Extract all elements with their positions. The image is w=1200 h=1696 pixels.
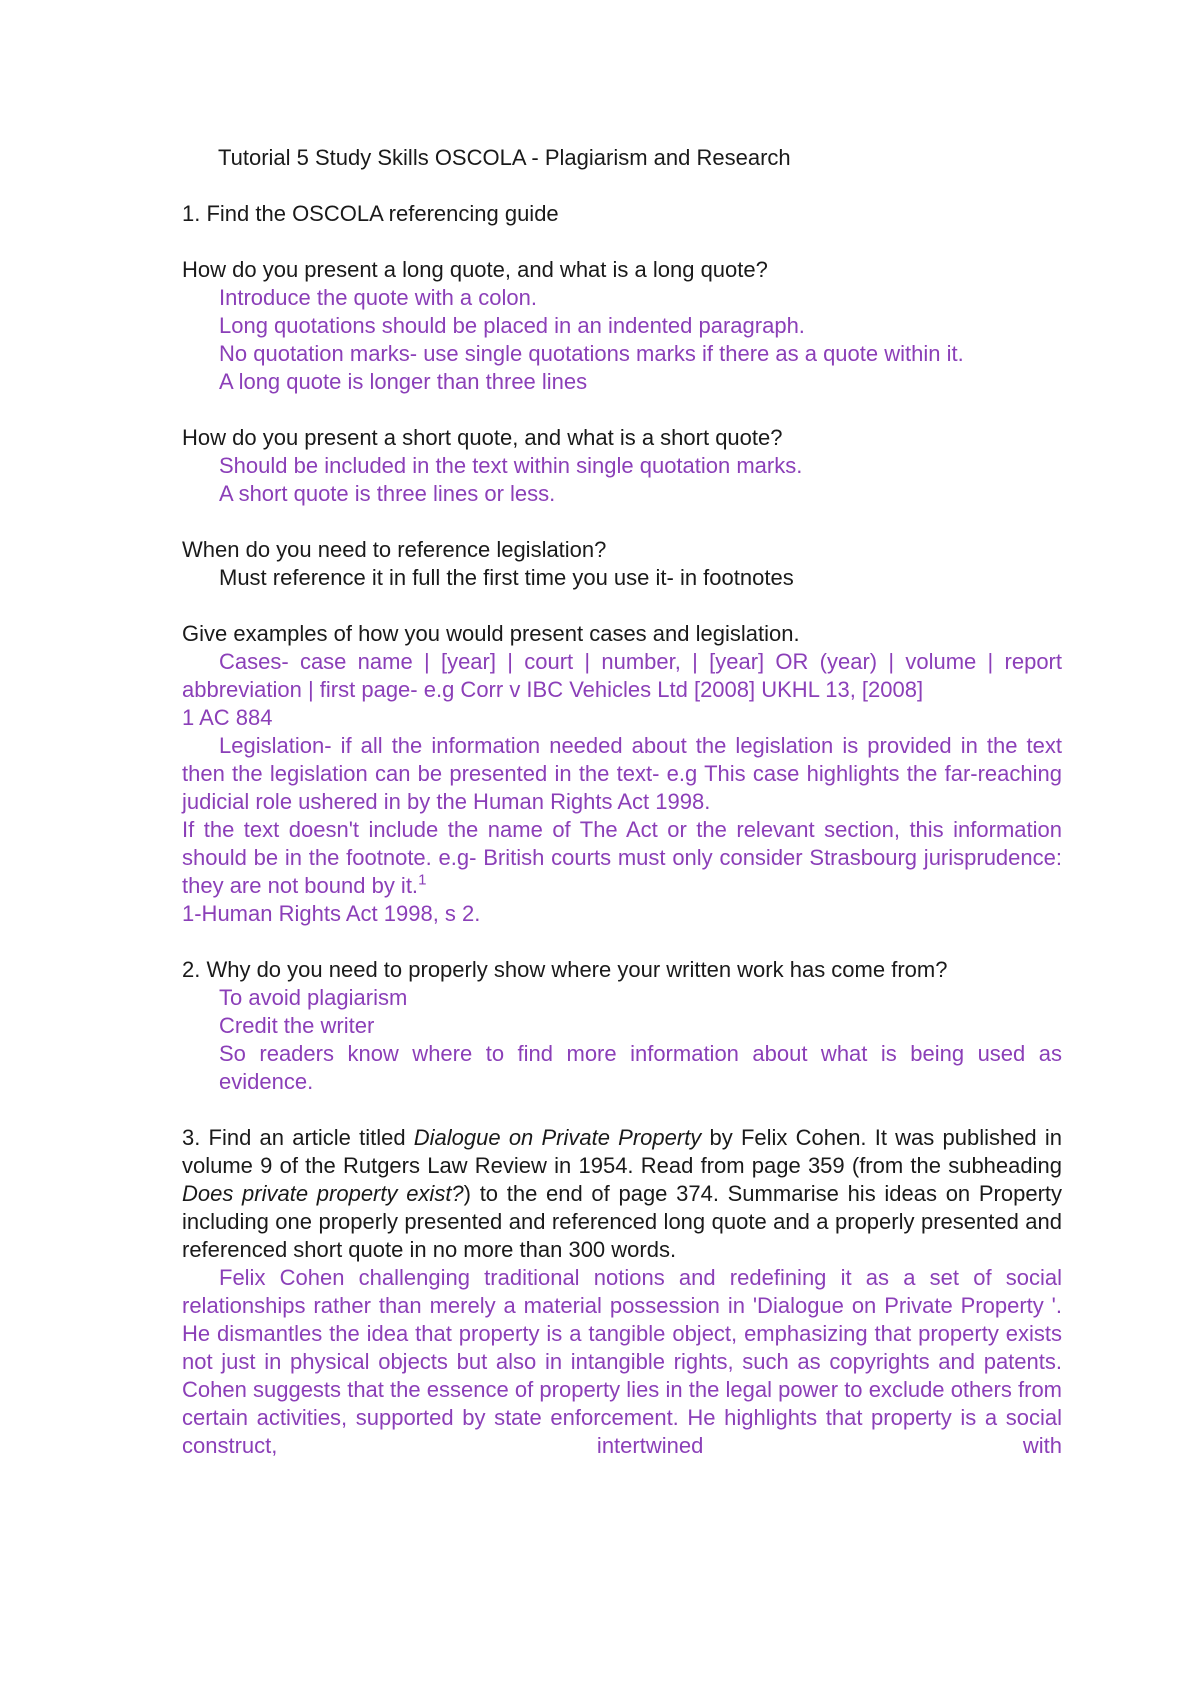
question-1: 1. Find the OSCOLA referencing guide [182,201,559,226]
question-2-answer: So readers know where to find more information about what is being used as evidence. [219,1041,1062,1094]
cases-example-continued: 1 AC 884 [182,705,273,730]
short-quote-question: How do you present a short quote, and what is a short quote? [182,425,783,450]
long-quote-answer: A long quote is longer than three lines [219,369,588,394]
question-3-text: 3. Find an article titled [182,1125,414,1150]
question-3-answer: Felix Cohen challenging traditional notions and redefining it as a set of social relationships rather than merely a material possession in 'Dialogue on Private Property '. He dismantles the idea that property is a tangible object, emphasizing that property exists not just in physical objects but also in intangible rights, such as copyrights and patents. Cohen suggests that the essence of property lies in the legal power to exclude others from certain activities, supported by state enforcement. He highlights that property is a social construct, intertwined with [182,1265,1062,1458]
article-subheading: Does private property exist? [182,1181,464,1206]
document-title: Tutorial 5 Study Skills OSCOLA - Plagiarism and Research [218,145,791,170]
question-2-answer: To avoid plagiarism [219,985,408,1010]
question-2: 2. Why do you need to properly show where your written work has come from? [182,957,948,982]
question-3-text: ) to the end of page 374. Summarise his ideas on Property including one properly presented and referenced long quote and a properly presented and referenced short quote in no more than 300 words. [182,1181,1063,1262]
long-quote-answer: Introduce the quote with a colon. [219,285,537,310]
legislation-reference-question: When do you need to reference legislation? [182,537,607,562]
legislation-reference-answer: Must reference it in full the first time you use it- in footnotes [219,565,794,590]
article-title: Dialogue on Private Property [413,1125,702,1150]
document-page [182,144,1062,1460]
footnote: 1-Human Rights Act 1998, s 2. [182,901,481,926]
footnote-example [182,816,1062,900]
long-quote-answer: Long quotations should be placed in an indented paragraph. [219,313,805,338]
short-quote-answer: Should be included in the text within single quotation marks. [219,453,803,478]
footnote-example-text: If the text doesn't include the name of The Act or the relevant section, this information should be in the footnote. e.g- British courts must only consider Strasbourg jurisprudence: they are not bound by it. [182,817,1062,898]
long-quote-question: How do you present a long quote, and what is a long quote? [182,257,768,282]
question-3 [182,1124,1062,1264]
long-quote-answer: No quotation marks- use single quotations marks if there as a quote within it. [219,341,964,366]
cases-example: Cases- case name | [year] | court | number, | [year] OR (year) | volume | report abbreviation | first page- e.g Corr v IBC Vehicles Ltd [2008] UKHL 13, [2008] [182,649,1062,702]
legislation-example: Legislation- if all the information needed about the legislation is provided in the text then the legislation can be presented in the text- e.g This case highlights the far-reaching judicial role ushered in by the Human Rights Act 1998. [182,733,1062,814]
short-quote-answer: A short quote is three lines or less. [219,481,556,506]
examples-question: Give examples of how you would present cases and legislation. [182,621,800,646]
question-2-answer: Credit the writer [219,1013,375,1038]
footnote-marker: 1 [418,871,427,889]
question-3-text: by Felix Cohen. It was published in volume 9 of the Rutgers Law Review in 1954. Read from page 359 (from the subheading [182,1125,1062,1178]
